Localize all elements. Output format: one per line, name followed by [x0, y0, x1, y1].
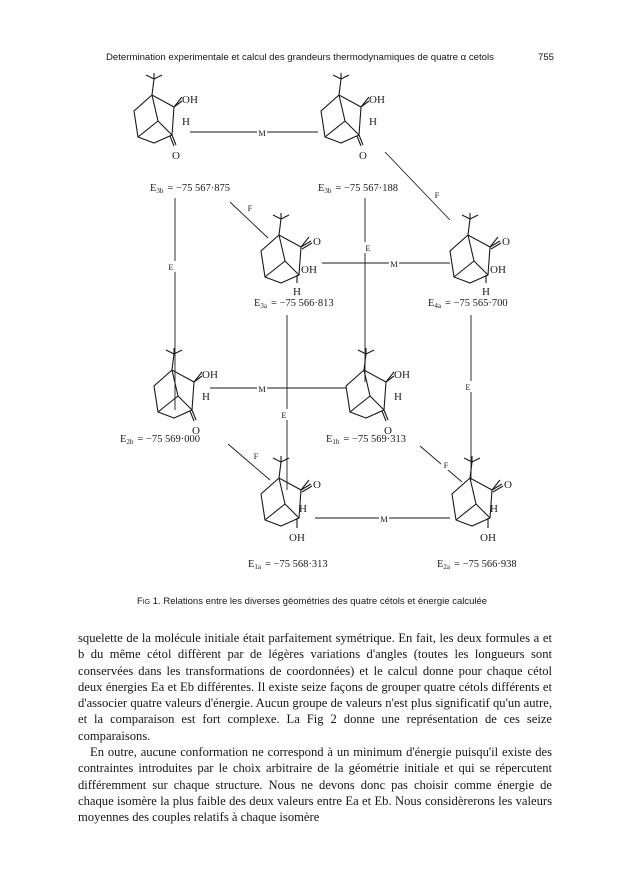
- hydroxyl-1a: OH: [289, 532, 305, 544]
- bridge-bonds: [325, 95, 359, 137]
- carbonyl-bond: [357, 135, 363, 146]
- page-number: 755: [537, 52, 554, 63]
- paragraph-2: En outre, aucune conformation ne correspond à un minimum d'énergie puisqu'il existe des contraintes introduites par le choix arbitraire de la géométrie initiale et qui se répercutent différemment sur chaque structure. Nous ne devons donc pas choisir comme énergie de chaque isomère la plus faible des deux valeurs entre Ea et Eb. Nous considèrerons les valeurs moyennes des couples relatifs à chaque isomère: [78, 745, 552, 825]
- carbonyl-o-3a: O: [313, 236, 321, 248]
- methyl-bridge: [333, 73, 349, 95]
- energy-label-1b: E1b = −75 569·313: [326, 434, 407, 446]
- relation-label-f-1b-2a: F: [443, 460, 449, 470]
- molecule-1b: [346, 348, 410, 437]
- paragraph-1: squelette de la molécule initiale était parfaitement symétrique. En fait, les deux formules a et b du même cétol diffèrent par de légères variations d'angles (toutes les longueurs sont conservées dans les transformations de coordonnées) et le calcul donne pour chaque cétol deux énergies Ea et Eb différentes. Il existe seize façons de grouper quatre cétols différents et d'associer quatre valeurs d'énergie. Aucun groupe de valeurs n'est plus significatif qu'un autre, et la comparaison est fort complexe. La Fig 2 donne une représentation de ces seize comparaisons.: [78, 631, 552, 743]
- energy-label-2a: E2a = −75 566·938: [437, 559, 517, 571]
- running-header: [106, 52, 554, 63]
- body-text: [78, 630, 552, 826]
- bridge-bonds: [456, 478, 490, 520]
- molecule-1a: [261, 456, 321, 544]
- relation-label-f-3bp-4a: F: [434, 190, 440, 200]
- energy-label-3b: E3b = −75 567·875: [150, 183, 231, 195]
- relation-label-m-3a-4a: M: [390, 259, 398, 269]
- methyl-bridge: [166, 348, 182, 370]
- bridge-bonds: [265, 235, 299, 277]
- hydrogen-3a: H: [293, 286, 301, 298]
- hydroxyl-1b: OH: [394, 369, 410, 381]
- caption-text: Relations entre les diverses géométries des quatre cétols et énergie calculée: [160, 596, 488, 607]
- hydrogen-1a: H: [299, 503, 307, 515]
- relation-label-e-4a-2a: E: [465, 382, 471, 392]
- energy-label-2b: E2b = −75 569·000: [120, 434, 201, 446]
- hydroxyl-3b: OH: [182, 94, 198, 106]
- energy-label-3a: E3a = −75 566·813: [254, 298, 334, 310]
- hydroxyl-3a: OH: [301, 264, 317, 276]
- molecule-4a: [450, 213, 510, 298]
- hydrogen-2b: H: [202, 391, 210, 403]
- relation-label-f-2b-1a: F: [253, 451, 259, 461]
- carbonyl-bond: [190, 410, 196, 421]
- running-title: Determination experimentale et calcul des grandeurs thermodynamiques de quatre α cetols: [106, 52, 494, 63]
- bridge-bonds: [350, 370, 384, 412]
- hydrogen-3b: H: [182, 116, 190, 128]
- hydrogen-2a: H: [490, 503, 498, 515]
- carbonyl-bond: [170, 135, 176, 146]
- hydroxyl-2a: OH: [480, 532, 496, 544]
- figure-caption: [0, 596, 624, 607]
- carbonyl-o-1a: O: [313, 479, 321, 491]
- relation-label-e-3bp-1b: E: [365, 243, 371, 253]
- hydroxyl-3bp: OH: [369, 94, 385, 106]
- relation-label-f-3b-3a: F: [247, 203, 253, 213]
- molecule-3a: [261, 213, 321, 298]
- relation-label-m-3b-3b: M: [258, 128, 266, 138]
- carbonyl-o-3b: O: [172, 150, 180, 162]
- methyl-bridge: [146, 73, 162, 95]
- carbonyl-o-4a: O: [502, 236, 510, 248]
- carbonyl-o-1b: O: [384, 425, 392, 437]
- energy-label-1a: E1a = −75 568·313: [248, 559, 328, 571]
- hydroxyl-4a: OH: [490, 264, 506, 276]
- methyl-bridge: [464, 456, 480, 478]
- energy-label-3bp: E3b = −75 567·188: [318, 183, 399, 195]
- molecule-3b: [134, 73, 198, 162]
- methyl-bridge: [462, 213, 478, 235]
- hydrogen-1b: H: [394, 391, 402, 403]
- relation-label-e-3a-1a: E: [281, 410, 287, 420]
- carbonyl-o-2b: O: [192, 425, 200, 437]
- relation-label-m-2b-1b: M: [258, 384, 266, 394]
- carbonyl-bond: [382, 410, 388, 421]
- bridge-bonds: [454, 235, 488, 277]
- bridge-bonds: [265, 478, 299, 520]
- connector-f-2b-1a: [228, 444, 270, 480]
- bridge-bonds: [138, 95, 172, 137]
- relation-label-m-1a-2a: M: [380, 514, 388, 524]
- caption-label: Fig 1.: [136, 596, 161, 607]
- carbonyl-o-2a: O: [504, 479, 512, 491]
- methyl-bridge: [273, 213, 289, 235]
- molecule-2a: [452, 456, 512, 544]
- carbonyl-o-3bp: O: [359, 150, 367, 162]
- molecule-3bp: [321, 73, 385, 162]
- relation-label-e-3b-2b: E: [168, 262, 174, 272]
- hydroxyl-2b: OH: [202, 369, 218, 381]
- molecule-2b: [154, 348, 218, 437]
- methyl-bridge: [358, 348, 374, 370]
- hydrogen-3bp: H: [369, 116, 377, 128]
- energy-label-4a: E4a = −75 565·700: [428, 298, 508, 310]
- hydrogen-4a: H: [482, 286, 490, 298]
- relations-figure: [0, 70, 624, 590]
